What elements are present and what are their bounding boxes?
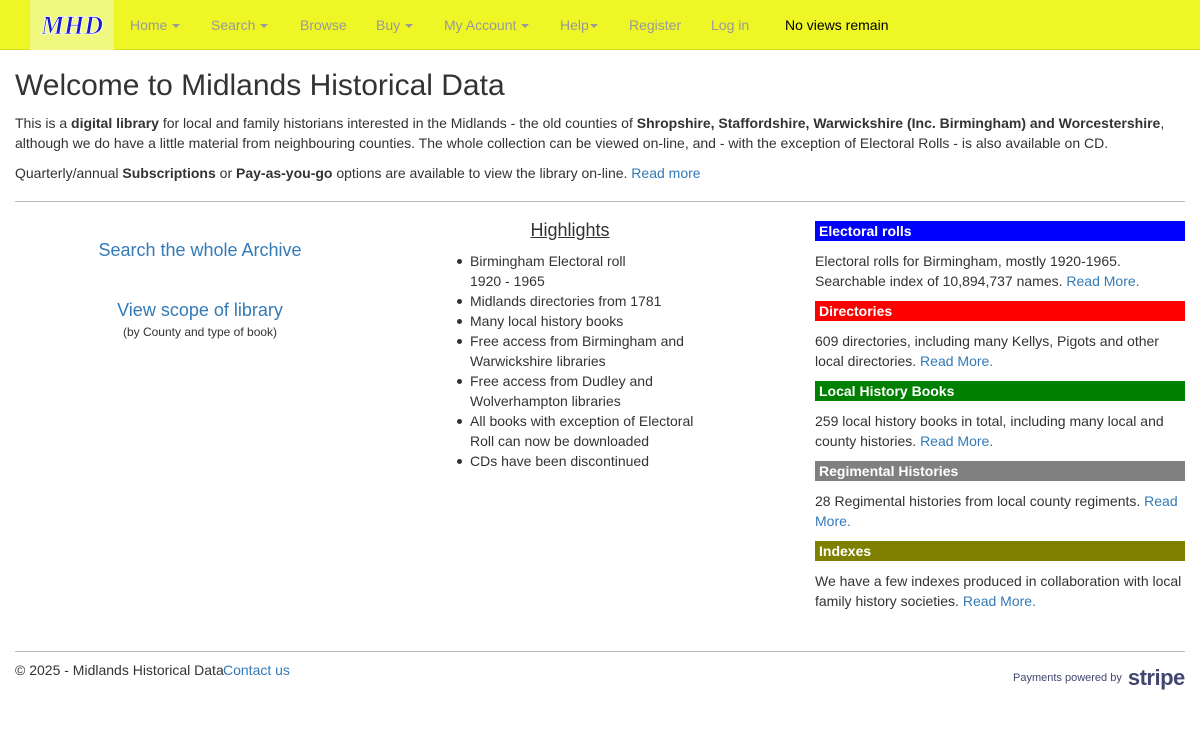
divider	[15, 201, 1185, 202]
category-header-local-history-books: Local History Books	[815, 381, 1185, 401]
list-item: Birmingham Electoral roll 1920 - 1965	[470, 251, 710, 291]
category-header-electoral-rolls: Electoral rolls	[815, 221, 1185, 241]
read-more-link[interactable]: Read More.	[920, 433, 994, 449]
nav-search[interactable]: Search	[211, 0, 268, 50]
list-item: All books with exception of Electoral Roll can now be downloaded	[470, 411, 710, 451]
category-text-directories: 609 directories, including many Kellys, Pigots and other local directories. Read More.	[815, 333, 1159, 369]
category-text-indexes: We have a few indexes produced in collaboration with local family history societies. Read More.	[815, 573, 1182, 609]
nav-home[interactable]: Home	[130, 0, 180, 50]
scope-note: (by County and type of book)	[122, 325, 278, 339]
list-item: Free access from Dudley and Wolverhampton libraries	[470, 371, 710, 411]
svg-text:MHD: MHD	[40, 11, 104, 40]
nav-help[interactable]: Help	[560, 0, 598, 50]
category-text-local-history-books: 259 local history books in total, including many local and county histories. Read More.	[815, 413, 1164, 449]
search-archive-link[interactable]: Search the whole Archive	[98, 240, 302, 260]
read-more-link[interactable]: Read More.	[1066, 273, 1140, 289]
read-more-link[interactable]: Read More.	[920, 353, 994, 369]
category-header-regimental-histories: Regimental Histories	[815, 461, 1185, 481]
category-text-regimental-histories: 28 Regimental histories from local county regiments. Read More.	[815, 493, 1178, 529]
stripe-badge[interactable]	[1013, 665, 1185, 691]
nav-browse[interactable]: Browse	[300, 17, 347, 33]
chevron-down-icon	[590, 24, 598, 28]
category-text-electoral-rolls: Electoral rolls for Birmingham, mostly 1920-1965. Searchable index of 10,894,737 names. Read More.	[815, 253, 1140, 289]
contact-us-link[interactable]: Contact us	[223, 662, 290, 678]
top-navbar	[0, 0, 1200, 50]
stripe-logo: stripe	[1127, 665, 1185, 690]
read-more-link[interactable]: Read more	[631, 165, 701, 181]
chevron-down-icon	[521, 24, 529, 28]
list-item: Free access from Birmingham and Warwickshire libraries	[470, 331, 710, 371]
mhd-logo-icon	[37, 8, 107, 42]
category-header-directories: Directories	[815, 301, 1185, 321]
payments-powered-label: Payments powered by	[1013, 672, 1122, 684]
subscription-paragraph: Quarterly/annual Subscriptions or Pay-as-you-go options are available to view the library on-line. Read more	[15, 165, 701, 181]
view-scope-link[interactable]: View scope of library	[117, 300, 283, 320]
nav-login[interactable]: Log in	[711, 17, 750, 33]
page-title: Welcome to Midlands Historical Data	[15, 69, 505, 102]
nav-my-account[interactable]: My Account	[444, 0, 529, 50]
site-logo[interactable]	[30, 0, 114, 50]
chevron-down-icon	[260, 24, 268, 28]
footer-divider	[15, 651, 1185, 652]
category-header-indexes: Indexes	[815, 541, 1185, 561]
list-item: Midlands directories from 1781	[470, 291, 710, 311]
nav-register[interactable]: Register	[629, 17, 682, 33]
views-status: No views remain	[785, 17, 889, 33]
highlights-list	[470, 251, 710, 471]
read-more-link[interactable]: Read More.	[962, 593, 1036, 609]
read-more-link-continued[interactable]: More.	[815, 513, 851, 529]
intro-paragraph: This is a digital library for local and family historians interested in the Midlands - the old counties of Shropshire, Staffordshire, Warwickshire (Inc. Birmingham) and Worcestershire, although we do have a little material from neighbouring counties. The whole collection can be viewed on-line, and - with the exception of Electoral Rolls - is also available on CD.	[15, 115, 1165, 151]
read-more-link[interactable]: Read	[1144, 493, 1178, 509]
chevron-down-icon	[172, 24, 180, 28]
list-item: Many local history books	[470, 311, 710, 331]
chevron-down-icon	[405, 24, 413, 28]
highlights-title: Highlights	[530, 220, 610, 240]
copyright-text: © 2025 - Midlands Historical Data	[15, 662, 224, 678]
list-item: CDs have been discontinued	[470, 451, 710, 471]
nav-buy[interactable]: Buy	[376, 0, 413, 50]
